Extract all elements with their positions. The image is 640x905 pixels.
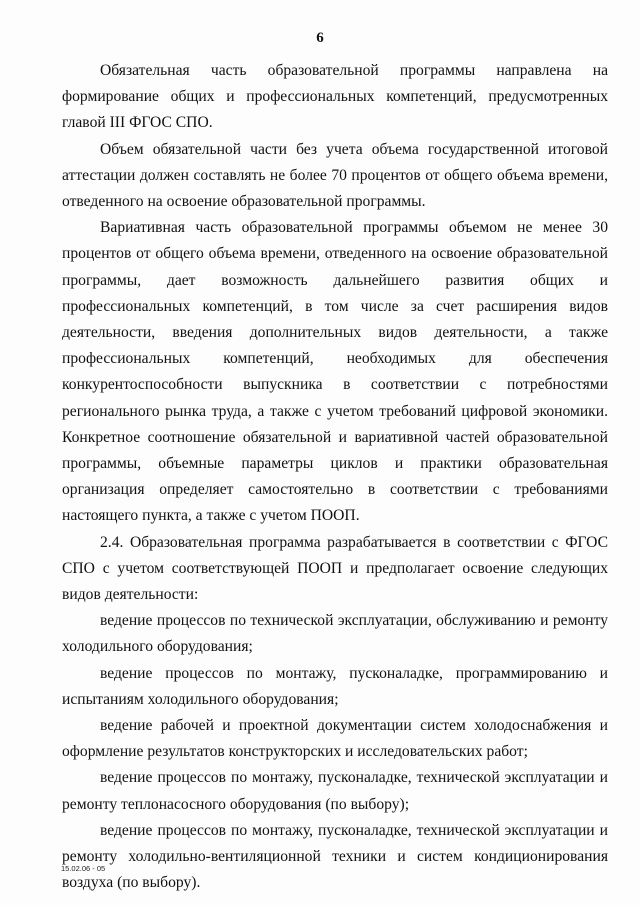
activity-item: ведение процессов по монтажу, пусконаладке, программированию и испытаниям холодильного оборудования; [62,664,608,708]
activity-item: ведение процессов по технической эксплуатации, обслуживанию и ремонту холодильного оборудования; [62,612,608,656]
paragraph-section-2-4: 2.4. Образовательная программа разрабатывается в соответствии с ФГОС СПО с учетом соответствующей ПООП и предполагает освоение следующих видов деятельности: [62,533,608,604]
page-number: 6 [316,30,324,46]
document-body [62,58,608,897]
paragraph-mandatory-volume: Объем обязательной части без учета объема государственной итоговой аттестации должен составлять не более 70 процентов от общего объема времени, отведенного на освоение образовательной программы. [62,140,608,211]
footer-document-code: 15.02.06 - 05 [61,864,106,873]
paragraph-mandatory-part: Обязательная часть образовательной программы направлена на формирование общих и профессиональных компетенций, предусмотренных главой III ФГОС СПО. [62,62,608,132]
activity-item: ведение процессов по монтажу, пусконаладке, технической эксплуатации и ремонту теплонасосного оборудования (по выбору); [62,769,608,813]
activity-item: ведение рабочей и проектной документации систем холодоснабжения и оформление результатов конструкторских и исследовательских работ; [62,717,608,761]
paragraph-variable-part: Вариативная часть образовательной программы объемом не менее 30 процентов от общего объема времени, отведенного на освоение образовательной программы, дает возможность дальнейшего развития общих и профессиональных компетенций, в том числе за счет расширения видов деятельности, введения дополнительных видов деятельности, а также профессиональных компетенций, необходимых для обеспечения конкурентоспособности выпускника в соответствии с потребностями регионального рынка труда, а также с учетом требований цифровой экономики. Конкретное соотношение обязательной и вариативной частей образовательной программы, объемные параметры циклов и практики образовательная организация определяет самостоятельно в соответствии с требованиями настоящего пункта, а также с учетом ПООП. [62,219,608,525]
activity-item: ведение процессов по монтажу, пусконаладке, технической эксплуатации и ремонту холодильно-вентиляционной техники и систем кондиционирования воздуха (по выбору). [62,821,608,892]
